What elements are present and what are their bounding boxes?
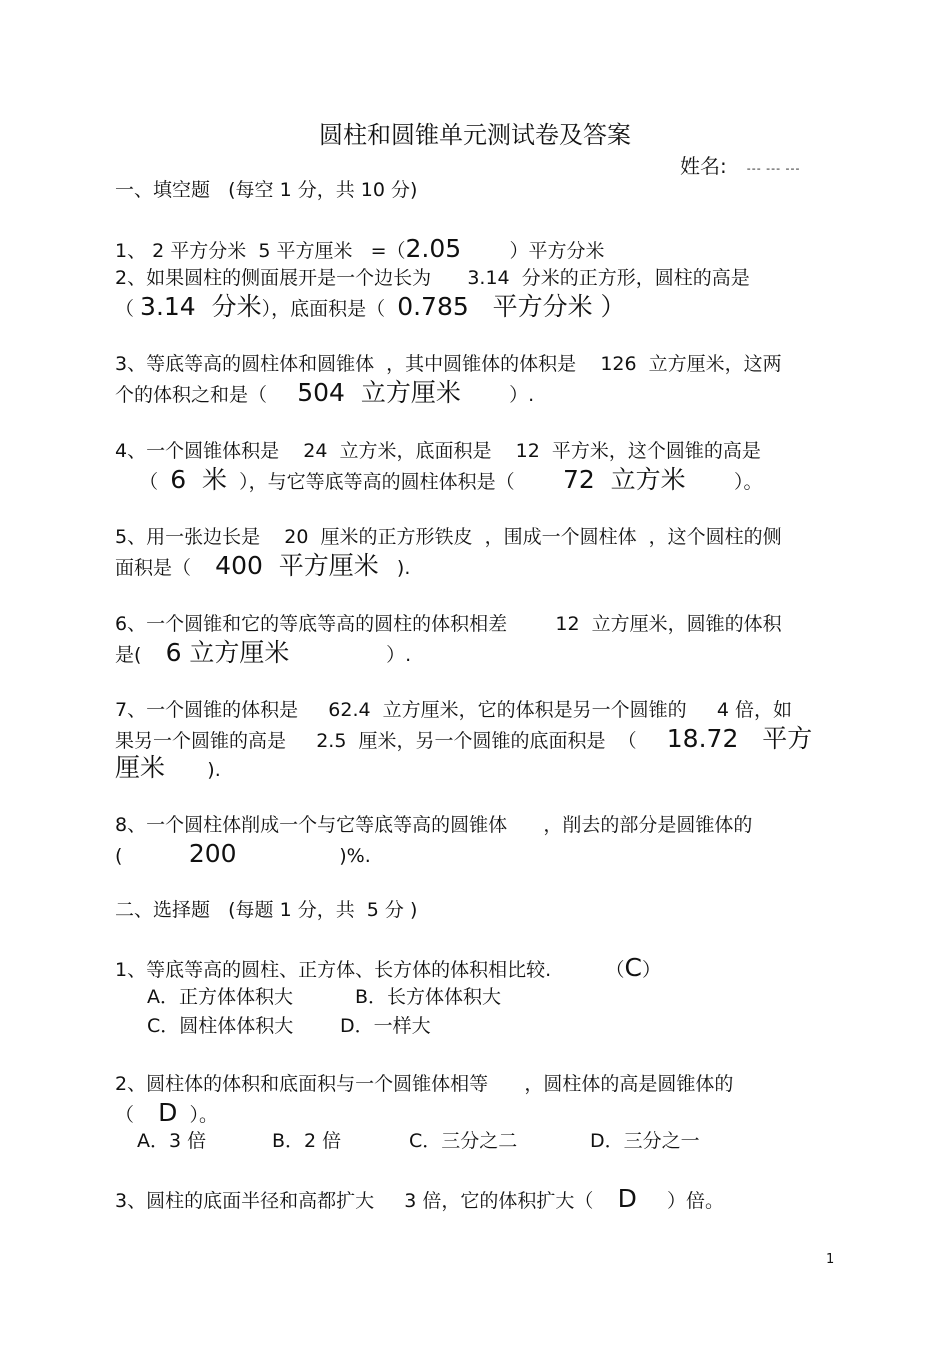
q2-1-stem: 1、等底等高的圆柱、正方体、长方体的体积相比较. （C） — [115, 953, 661, 982]
answer: D — [617, 1184, 637, 1213]
q1-2-line1: 2、如果圆柱的侧面展开是一个边长为 3.14 分米的正方形，圆柱的高是 — [115, 267, 750, 289]
answer: 400 平方厘米 — [215, 551, 379, 580]
option-d: D．一样大 — [340, 1015, 431, 1037]
answer: C — [624, 953, 642, 982]
answer: 2.05 — [405, 234, 462, 263]
section1-heading: 一、填空题 (每空 1 分，共 10 分) — [115, 179, 418, 201]
q1-7-line2: 果另一个圆锥的高是 2.5 厘米，另一个圆锥的底面积是 （ 18.72 平方 — [115, 724, 813, 753]
page-title: 圆柱和圆锥单元测试卷及答案 — [319, 121, 631, 149]
q1-8-line1: 8、一个圆柱体削成一个与它等底等高的圆锥体 ，削去的部分是圆锥体的 — [115, 814, 753, 836]
answer: 504 立方厘米 — [297, 378, 461, 407]
q1-6-line1: 6、一个圆锥和它的等底等高的圆柱的体积相差 12 立方厘米，圆锥的体积 — [115, 613, 782, 635]
answer: 200 — [188, 839, 237, 868]
option-b: B．长方体体积大 — [355, 986, 502, 1008]
q1-5-line2: 面积是（ 400 平方厘米 ). — [115, 551, 411, 580]
q1-7-line1: 7、一个圆锥的体积是 62.4 立方厘米，它的体积是另一个圆锥的 4 倍，如 — [115, 699, 792, 721]
q1-7-line3: 厘米 ). — [115, 753, 221, 782]
answer: 6 米 — [170, 465, 228, 494]
q1-3-line2: 个的体积之和是（ 504 立方厘米 ）. — [115, 378, 535, 407]
q1-4-line1: 4、一个圆锥体积是 24 立方米，底面积是 12 平方米，这个圆锥的高是 — [115, 440, 761, 462]
page-number: 1 — [826, 1252, 835, 1267]
option-c: C．圆柱体体积大 — [147, 1015, 294, 1037]
q1-8-line2: ( 200 )%. — [115, 839, 371, 868]
name-field — [680, 150, 800, 179]
q1-6-line2: 是( 6 立方厘米 ）. — [115, 638, 412, 667]
q1-3-line1: 3、等底等高的圆柱体和圆锥体 ，其中圆锥体的体积是 126 立方厘米，这两 — [115, 353, 782, 375]
answer: D — [158, 1098, 178, 1127]
q1-5-line1: 5、用一张边长是 20 厘米的正方形铁皮 ，围成一个圆柱体 ，这个圆柱的侧 — [115, 526, 782, 548]
q1-2-line2: （ 3.14 分米），底面积是（ 0.785 平方分米 ） — [115, 292, 626, 321]
answer: 3.14 分米 — [140, 292, 262, 321]
option-a: A．3 倍 — [137, 1130, 207, 1152]
option-b: B．2 倍 — [272, 1130, 342, 1152]
answer: 0.785 平方分米 ） — [397, 292, 626, 321]
q2-2-line2: （ D ）。 — [115, 1098, 219, 1127]
answer: 72 立方米 — [562, 465, 686, 494]
q1-1: 1、 2 平方分米 5 平方厘米 =（2.05 ）平方分米 — [115, 234, 605, 263]
q2-2-line1: 2、圆柱体的体积和底面积与一个圆锥体相等 ，圆柱体的高是圆锥体的 — [115, 1073, 734, 1095]
section2-heading: 二、选择题 (每题 1 分，共 5 分 ) — [115, 899, 418, 921]
q2-3: 3、圆柱的底面半径和高都扩大 3 倍，它的体积扩大（ D ）倍。 — [115, 1184, 725, 1213]
option-a: A．正方体体积大 — [147, 986, 293, 1008]
answer: 厘米 — [115, 753, 166, 782]
answer: 18.72 平方 — [666, 724, 813, 753]
q1-4-line2: （ 6 米 ），与它等底等高的圆柱体积是（ 72 立方米 ）。 — [115, 465, 763, 494]
name-label: 姓名: — [680, 154, 727, 178]
option-d: D．三分之一 — [590, 1130, 700, 1152]
answer: 6 立方厘米 — [165, 638, 290, 667]
option-c: C．三分之二 — [409, 1130, 518, 1152]
name-blank: --- --- --- — [746, 162, 801, 175]
